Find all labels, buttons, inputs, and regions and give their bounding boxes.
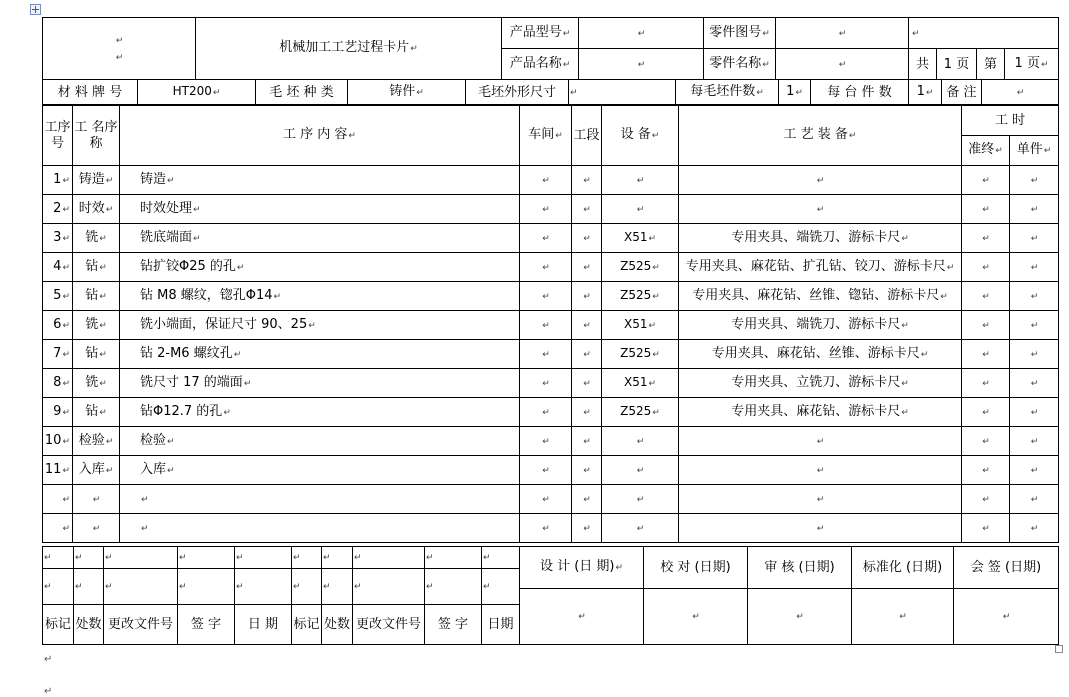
process-row [43, 195, 1059, 224]
workshop-cell[interactable]: ↵ [520, 253, 572, 282]
cell[interactable]: ↵ [353, 569, 425, 605]
col-workshop: 车间↵ [520, 106, 572, 166]
tooling-cell[interactable]: 专用夹具、麻花钻、丝锥、锪钻、游标卡尺↵ [679, 282, 962, 311]
seq-no-cell[interactable]: 9↵ [43, 398, 73, 427]
product-model-label: 产品型号↵ [502, 18, 579, 49]
seq-no-cell[interactable]: 11↵ [43, 456, 73, 485]
part-no-extra[interactable]: ↵ [909, 18, 1059, 49]
cell[interactable]: ↵ [104, 569, 178, 605]
process-row [43, 253, 1059, 282]
part-no-label: 零件图号↵ [704, 18, 776, 49]
seq-no-cell[interactable]: 7↵ [43, 340, 73, 369]
table-move-handle-icon[interactable] [30, 4, 41, 15]
remark-value[interactable]: ↵ [982, 80, 1059, 105]
seq-no-cell[interactable]: 5↵ [43, 282, 73, 311]
content-cell[interactable]: 时效处理↵ [120, 195, 520, 224]
tooling-cell[interactable]: ↵ [679, 456, 962, 485]
content-cell[interactable]: 钻 2-M6 螺纹孔↵ [120, 340, 520, 369]
unit-time-cell[interactable]: ↵ [1010, 224, 1059, 253]
date-label: 日期 [482, 605, 520, 645]
seq-name-cell[interactable]: 检验↵ [73, 427, 120, 456]
part-no-value[interactable]: ↵ [776, 18, 909, 49]
change-log-row [43, 547, 520, 569]
col-prep-time: 准终↵ [962, 136, 1010, 166]
tooling-cell[interactable]: ↵ [679, 195, 962, 224]
workshop-cell[interactable]: ↵ [520, 514, 572, 543]
col-seq-no: 工序号 [43, 106, 73, 166]
section-cell[interactable]: ↵ [572, 456, 602, 485]
prep-time-cell[interactable]: ↵ [962, 253, 1010, 282]
part-name-label: 零件名称↵ [704, 49, 776, 80]
design-label: 设 计 (日 期)↵ [520, 547, 644, 589]
tooling-cell[interactable]: ↵ [679, 514, 962, 543]
product-model-value[interactable]: ↵ [579, 18, 704, 49]
seq-name-cell[interactable]: 钻↵ [73, 398, 120, 427]
process-row [43, 514, 1059, 543]
unit-time-cell[interactable]: ↵ [1010, 456, 1059, 485]
unit-time-cell[interactable]: ↵ [1010, 253, 1059, 282]
content-cell[interactable]: 检验↵ [120, 427, 520, 456]
change-doc-label: 更改文件号 [104, 605, 178, 645]
prep-time-cell[interactable]: ↵ [962, 282, 1010, 311]
review-value[interactable]: ↵ [748, 589, 852, 645]
tooling-cell[interactable]: ↵ [679, 427, 962, 456]
content-cell[interactable]: 铣尺寸 17 的端面↵ [120, 369, 520, 398]
seq-no-cell[interactable]: 8↵ [43, 369, 73, 398]
col-unit-time: 单件↵ [1010, 136, 1059, 166]
cell[interactable]: ↵ [425, 547, 482, 569]
cell[interactable]: ↵ [322, 569, 353, 605]
prep-time-cell[interactable]: ↵ [962, 224, 1010, 253]
seq-name-cell[interactable]: 铸造↵ [73, 166, 120, 195]
blank-size-value[interactable]: ↵ [569, 80, 676, 105]
count-label: 处数 [322, 605, 353, 645]
cell[interactable]: ↵ [104, 547, 178, 569]
unit-time-cell[interactable]: ↵ [1010, 195, 1059, 224]
prep-time-cell[interactable]: ↵ [962, 514, 1010, 543]
workshop-cell[interactable]: ↵ [520, 166, 572, 195]
sign-label: 签 字 [425, 605, 482, 645]
content-cell[interactable]: 钻 M8 螺纹，锪孔Φ14↵ [120, 282, 520, 311]
change-log-row [43, 569, 520, 605]
content-cell[interactable]: 钻Φ12.7 的孔↵ [120, 398, 520, 427]
standardization-label: 标准化 (日期) [852, 547, 954, 589]
seq-name-cell[interactable]: ↵ [73, 514, 120, 543]
equipment-cell[interactable]: ↵ [602, 166, 679, 195]
prep-time-cell[interactable]: ↵ [962, 456, 1010, 485]
process-row [43, 369, 1059, 398]
blank-size-label: 毛坯外形尺寸 [466, 80, 569, 105]
seq-no-cell[interactable]: 1↵ [43, 166, 73, 195]
cell[interactable]: ↵ [74, 569, 104, 605]
tooling-cell[interactable]: 专用夹具、端铣刀、游标卡尺↵ [679, 224, 962, 253]
seq-no-cell[interactable]: 2↵ [43, 195, 73, 224]
section-cell[interactable]: ↵ [572, 311, 602, 340]
standardization-value[interactable]: ↵ [852, 589, 954, 645]
per-blank-label: 每毛坯件数↵ [676, 80, 779, 105]
cell[interactable]: ↵ [292, 547, 322, 569]
col-seq-name: 工 名序 称 [73, 106, 120, 166]
check-value[interactable]: ↵ [644, 589, 748, 645]
unit-time-cell[interactable]: ↵ [1010, 311, 1059, 340]
workshop-cell[interactable]: ↵ [520, 311, 572, 340]
cell[interactable]: ↵ [322, 547, 353, 569]
unit-time-cell[interactable]: ↵ [1010, 514, 1059, 543]
product-name-label: 产品名称↵ [502, 49, 579, 80]
seq-name-cell[interactable]: 铣↵ [73, 224, 120, 253]
unit-time-cell[interactable]: ↵ [1010, 369, 1059, 398]
cell[interactable]: ↵ [43, 569, 74, 605]
blank-type: 铸件↵ [348, 80, 466, 105]
design-value[interactable]: ↵ [520, 589, 644, 645]
col-time: 工 时 [962, 106, 1059, 136]
section-cell[interactable]: ↵ [572, 514, 602, 543]
count-label: 处数 [74, 605, 104, 645]
material-table [42, 79, 1059, 105]
col-tooling: 工 艺 装 备↵ [679, 106, 962, 166]
prep-time-cell[interactable]: ↵ [962, 427, 1010, 456]
workshop-cell[interactable]: ↵ [520, 485, 572, 514]
paragraph-mark: ↵ [44, 686, 53, 697]
unit-time-cell[interactable]: ↵ [1010, 340, 1059, 369]
workshop-cell[interactable]: ↵ [520, 369, 572, 398]
tooling-cell[interactable]: 专用夹具、立铣刀、游标卡尺↵ [679, 369, 962, 398]
section-cell[interactable]: ↵ [572, 253, 602, 282]
process-row [43, 166, 1059, 195]
unit-time-cell[interactable]: ↵ [1010, 398, 1059, 427]
blank-type-label: 毛 坯 种 类 [256, 80, 348, 105]
change-doc-label: 更改文件号 [353, 605, 425, 645]
content-cell[interactable]: 铣底端面↵ [120, 224, 520, 253]
workshop-cell[interactable]: ↵ [520, 456, 572, 485]
equipment-cell[interactable]: Z525↵ [602, 253, 679, 282]
seq-no-cell[interactable]: 4↵ [43, 253, 73, 282]
cell[interactable]: ↵ [235, 547, 292, 569]
seq-name-cell[interactable]: ↵ [73, 485, 120, 514]
current-page-label: 第 [977, 49, 1005, 80]
review-label: 审 核 (日期) [748, 547, 852, 589]
equipment-cell[interactable]: Z525↵ [602, 398, 679, 427]
seq-name-cell[interactable]: 时效↵ [73, 195, 120, 224]
sign-label: 签 字 [178, 605, 235, 645]
process-row [43, 340, 1059, 369]
total-pages: 1 页 [937, 49, 977, 80]
prep-time-cell[interactable]: ↵ [962, 369, 1010, 398]
seq-no-cell[interactable]: ↵ [43, 514, 73, 543]
section-cell[interactable]: ↵ [572, 224, 602, 253]
remark-label: 备 注 [942, 80, 982, 105]
seq-name-cell[interactable]: 入库↵ [73, 456, 120, 485]
card-title: 机械加工工艺过程卡片↵ [196, 18, 502, 80]
seq-no-cell[interactable]: 10↵ [43, 427, 73, 456]
approval-table [519, 546, 1059, 645]
cell[interactable]: ↵ [74, 547, 104, 569]
workshop-cell[interactable]: ↵ [520, 340, 572, 369]
equipment-cell[interactable]: ↵ [602, 195, 679, 224]
total-pages-label: 共 [909, 49, 937, 80]
date-label: 日 期 [235, 605, 292, 645]
col-section: 工段 [572, 106, 602, 166]
equipment-cell[interactable]: ↵ [602, 485, 679, 514]
section-cell[interactable]: ↵ [572, 340, 602, 369]
table-resize-handle[interactable] [1055, 645, 1063, 653]
section-cell[interactable]: ↵ [572, 195, 602, 224]
cell[interactable]: ↵ [292, 569, 322, 605]
section-cell[interactable]: ↵ [572, 398, 602, 427]
header-table [42, 17, 1059, 80]
process-row [43, 311, 1059, 340]
tooling-cell[interactable]: 专用夹具、端铣刀、游标卡尺↵ [679, 311, 962, 340]
section-cell[interactable]: ↵ [572, 282, 602, 311]
cell[interactable]: ↵ [482, 569, 520, 605]
seq-name-cell[interactable]: 钻↵ [73, 340, 120, 369]
current-page: 1 页↵ [1005, 49, 1059, 80]
section-cell[interactable]: ↵ [572, 485, 602, 514]
cell[interactable]: ↵ [43, 547, 74, 569]
header-blank-cell: ↵ ↵ [43, 18, 196, 80]
prep-time-cell[interactable]: ↵ [962, 166, 1010, 195]
tooling-cell[interactable]: 专用夹具、麻花钻、游标卡尺↵ [679, 398, 962, 427]
change-log-table [42, 546, 520, 645]
workshop-cell[interactable]: ↵ [520, 398, 572, 427]
prep-time-cell[interactable]: ↵ [962, 340, 1010, 369]
process-row [43, 224, 1059, 253]
process-row [43, 427, 1059, 456]
workshop-cell[interactable]: ↵ [520, 195, 572, 224]
seq-name-cell[interactable]: 钻↵ [73, 253, 120, 282]
unit-time-cell[interactable]: ↵ [1010, 282, 1059, 311]
material-grade-label: 材 料 牌 号 [43, 80, 138, 105]
process-row [43, 398, 1059, 427]
seq-name-cell[interactable]: 铣↵ [73, 369, 120, 398]
content-cell[interactable]: 钻扩铰Φ25 的孔↵ [120, 253, 520, 282]
prep-time-cell[interactable]: ↵ [962, 195, 1010, 224]
mark-label: 标记 [43, 605, 74, 645]
prep-time-cell[interactable]: ↵ [962, 398, 1010, 427]
cell[interactable]: ↵ [235, 569, 292, 605]
unit-time-cell[interactable]: ↵ [1010, 427, 1059, 456]
check-label: 校 对 (日期) [644, 547, 748, 589]
cell[interactable]: ↵ [425, 569, 482, 605]
cell[interactable]: ↵ [178, 547, 235, 569]
seq-no-cell[interactable]: 6↵ [43, 311, 73, 340]
tooling-cell[interactable]: ↵ [679, 166, 962, 195]
equipment-cell[interactable]: Z525↵ [602, 282, 679, 311]
workshop-cell[interactable]: ↵ [520, 282, 572, 311]
process-row [43, 282, 1059, 311]
part-name-value[interactable]: ↵ [776, 49, 909, 80]
equipment-cell[interactable]: ↵ [602, 427, 679, 456]
unit-time-cell[interactable]: ↵ [1010, 166, 1059, 195]
content-cell[interactable]: 入库↵ [120, 456, 520, 485]
equipment-cell[interactable]: X51↵ [602, 369, 679, 398]
seq-name-cell[interactable]: 钻↵ [73, 282, 120, 311]
process-table [42, 105, 1059, 543]
content-cell[interactable]: ↵ [120, 485, 520, 514]
col-content: 工 序 内 容↵ [120, 106, 520, 166]
section-cell[interactable]: ↵ [572, 369, 602, 398]
paragraph-mark: ↵ [44, 654, 53, 665]
seq-no-cell[interactable]: 3↵ [43, 224, 73, 253]
section-cell[interactable]: ↵ [572, 166, 602, 195]
content-cell[interactable]: 铸造↵ [120, 166, 520, 195]
content-cell[interactable]: ↵ [120, 514, 520, 543]
process-row [43, 456, 1059, 485]
equipment-cell[interactable]: ↵ [602, 514, 679, 543]
equipment-cell[interactable]: X51↵ [602, 311, 679, 340]
material-grade: HT200↵ [138, 80, 256, 105]
cell[interactable]: ↵ [353, 547, 425, 569]
seq-name-cell[interactable]: 铣↵ [73, 311, 120, 340]
equipment-cell[interactable]: ↵ [602, 456, 679, 485]
product-name-value[interactable]: ↵ [579, 49, 704, 80]
process-rows [43, 166, 1059, 543]
cell[interactable]: ↵ [178, 569, 235, 605]
unit-time-cell[interactable]: ↵ [1010, 485, 1059, 514]
per-unit: 1↵ [909, 80, 942, 105]
tooling-cell[interactable]: ↵ [679, 485, 962, 514]
content-cell[interactable]: 铣小端面，保证尺寸 90、25↵ [120, 311, 520, 340]
per-unit-label: 每 台 件 数 [811, 80, 909, 105]
equipment-cell[interactable]: X51↵ [602, 224, 679, 253]
workshop-cell[interactable]: ↵ [520, 224, 572, 253]
mark-label: 标记 [292, 605, 322, 645]
seq-no-cell[interactable]: ↵ [43, 485, 73, 514]
tooling-cell[interactable]: 专用夹具、麻花钻、丝锥、游标卡尺↵ [679, 340, 962, 369]
countersign-label: 会 签 (日期) [954, 547, 1059, 589]
per-blank: 1↵ [779, 80, 811, 105]
col-equipment: 设 备↵ [602, 106, 679, 166]
process-row [43, 485, 1059, 514]
prep-time-cell[interactable]: ↵ [962, 311, 1010, 340]
cell[interactable]: ↵ [482, 547, 520, 569]
countersign-value[interactable]: ↵ [954, 589, 1059, 645]
tooling-cell[interactable]: 专用夹具、麻花钻、扩孔钻、铰刀、游标卡尺↵ [679, 253, 962, 282]
prep-time-cell[interactable]: ↵ [962, 485, 1010, 514]
section-cell[interactable]: ↵ [572, 427, 602, 456]
equipment-cell[interactable]: Z525↵ [602, 340, 679, 369]
workshop-cell[interactable]: ↵ [520, 427, 572, 456]
change-log-labels [43, 605, 520, 645]
